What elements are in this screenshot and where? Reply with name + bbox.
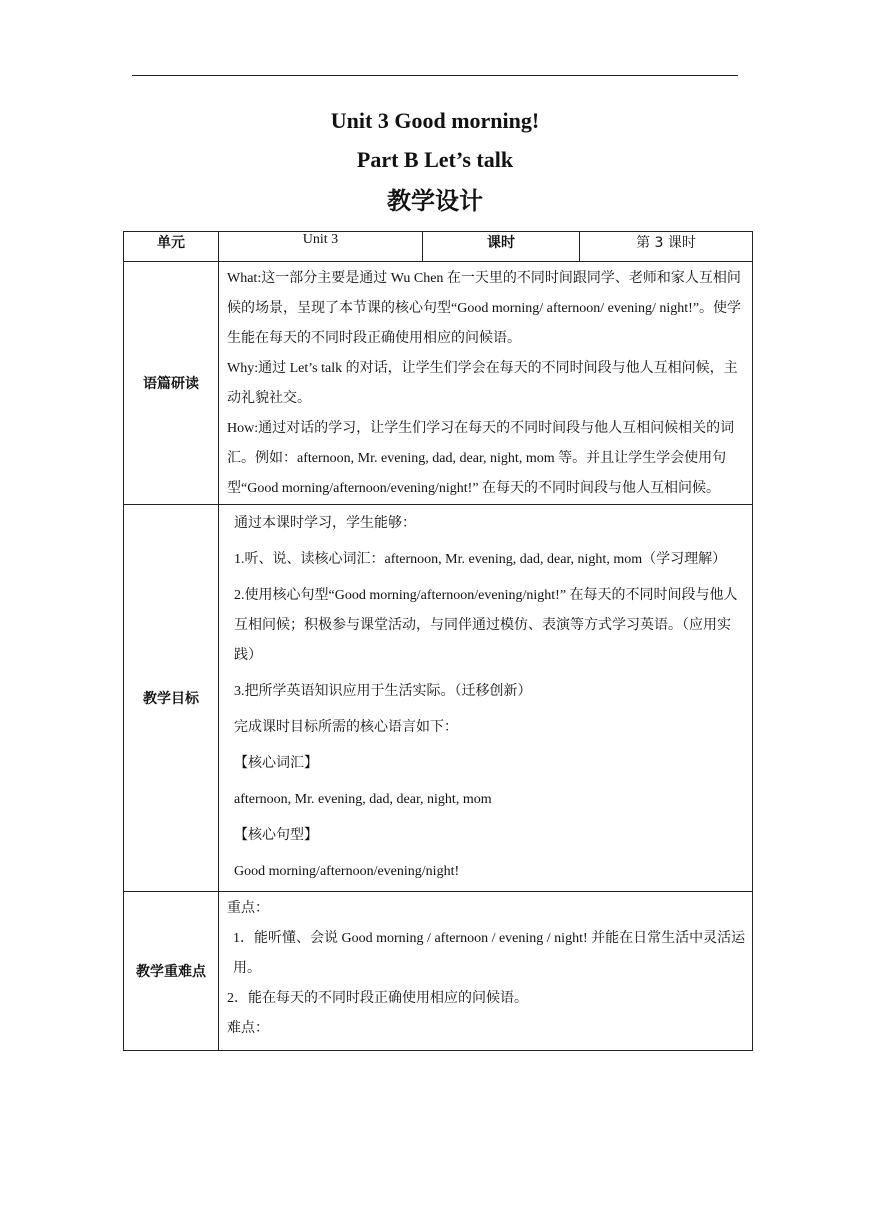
core-vocab-heading: 【核心词汇】: [234, 756, 318, 771]
unit-label: 单元: [124, 232, 219, 262]
period-label: 课时: [423, 232, 580, 262]
core-sentence-pattern: Good morning/afternoon/evening/night!: [234, 864, 460, 879]
objective-item: 3.把所学英语知识应用于生活实际。（迁移创新）: [234, 684, 532, 699]
document-subtitle: Part B Let’s talk: [356, 147, 514, 172]
text-analysis-content: [219, 262, 753, 505]
objectives-label: 教学目标: [124, 505, 219, 892]
objective-intro: 通过本课时学习，学生能够：: [234, 516, 416, 531]
objectives-row: [124, 505, 753, 892]
objectives-content: [219, 505, 753, 892]
key-points-label: 教学重难点: [124, 892, 219, 1051]
key-point-item: 1．能听懂、会说 Good morning / afternoon / evening / night! 并能在日常生活中灵活运用。: [233, 931, 746, 976]
key-heading: 重点：: [227, 901, 269, 916]
paragraph-how: How:通过对话的学习，让学生们学习在每天的不同时间段与他人互相问候相关的词汇。例如：afternoon, Mr. evening, dad, dear, night, mom 等。并且让学生学会使用句型“Good morning/afternoon/evening/night!” 在每天的不同时间段与他人互相问候。: [227, 421, 735, 496]
difficulty-heading: 难点：: [227, 1021, 269, 1036]
paragraph-what: What:这一部分主要是通过 Wu Chen 在一天里的不同时间跟同学、老师和家人互相问候的场景，呈现了本节课的核心句型“Good morning/ afternoon/ evening/ night!”。使学生能在每天的不同时段正确使用相应的问候语。: [227, 271, 742, 346]
key-point-item: 2．能在每天的不同时段正确使用相应的问候语。: [227, 991, 528, 1006]
core-sentence-heading: 【核心句型】: [234, 828, 318, 843]
core-vocab-list: afternoon, Mr. evening, dad, dear, night, mom: [234, 792, 492, 807]
table-header-row: [124, 232, 753, 262]
key-points-content: [219, 892, 753, 1051]
document-type-heading: 教学设计: [387, 187, 483, 215]
paragraph-why: Why:通过 Let’s talk 的对话，让学生们学会在每天的不同时间段与他人互相问候，主动礼貌社交。: [227, 361, 738, 406]
unit-value: Unit 3: [219, 232, 423, 262]
text-analysis-label: 语篇研读: [124, 262, 219, 505]
header-rule: [132, 75, 738, 76]
objective-item: 1.听、说、读核心词汇：afternoon, Mr. evening, dad, dear, night, mom（学习理解）: [234, 552, 727, 567]
text-analysis-row: [124, 262, 753, 505]
period-value: 第 3 课时: [580, 232, 753, 262]
core-language-intro: 完成课时目标所需的核心语言如下：: [234, 720, 458, 735]
document-title: Unit 3 Good morning!: [330, 108, 540, 133]
key-points-row: [124, 892, 753, 1051]
objective-item: 2.使用核心句型“Good morning/afternoon/evening/night!” 在每天的不同时间段与他人互相问候；积极参与课堂活动，与同伴通过模仿、表演等方式学习英语。（应用实践）: [234, 588, 738, 663]
lesson-plan-table: [123, 231, 753, 1051]
